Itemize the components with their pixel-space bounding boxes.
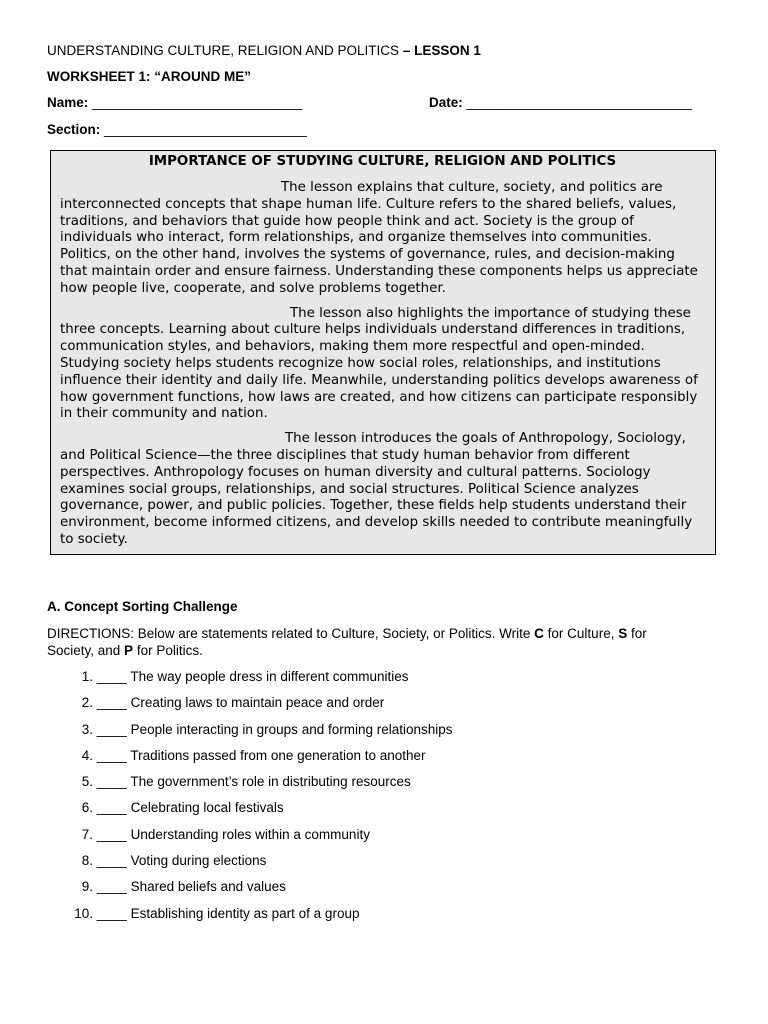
title-lesson: – LESSON 1 bbox=[399, 43, 481, 58]
list-item: 8. ____ Voting during elections bbox=[81, 853, 267, 869]
summary-paragraph: The lesson introduces the goals of Anthropology, Sociology, and Political Science—the three disciplines that study human behavior from different perspectives. Anthropology focuses on human diversity and cultural patterns. Sociology examines social groups, relationships, and social structures. Political Science analyzes governance, power, and public policies. Together, these fields help students understand their environment, become informed citizens, and develop skills needed to contribute meaningfully to society. bbox=[60, 431, 693, 547]
section-blank[interactable]: ___________________________ bbox=[100, 122, 307, 137]
list-item: 9. ____ Shared beliefs and values bbox=[81, 879, 286, 895]
answer-blank[interactable]: ____ bbox=[96, 800, 127, 816]
list-item: 3. ____ People interacting in groups and forming relationships bbox=[81, 721, 453, 737]
directions: DIRECTIONS: Below are statements related to Culture, Society, or Politics. Write C for Culture, S for Society, and P for Politics. bbox=[47, 626, 647, 658]
statement-list bbox=[47, 668, 453, 931]
list-item: 1. ____ The way people dress in different communities bbox=[81, 669, 409, 684]
name-blank[interactable]: ____________________________ bbox=[88, 95, 303, 110]
name-field[interactable] bbox=[47, 95, 302, 110]
summary-paragraph: The lesson explains that culture, society, and politics are interconnected concepts that shape human life. Culture refers to the shared beliefs, values, traditions, and behaviors that guide how people think and act. Society is the group of individuals who interact, form relationships, and organize themselves into communities. Politics, on the other hand, involves the systems of governance, rules, and decision-making that maintain order and ensure fairness. Understanding these components helps us appreciate how people live, cooperate, and solve problems together. bbox=[60, 180, 698, 296]
answer-blank[interactable]: ____ bbox=[96, 774, 127, 790]
worksheet-subtitle: WORKSHEET 1: “AROUND ME” bbox=[47, 69, 252, 84]
answer-blank[interactable]: ____ bbox=[96, 721, 127, 737]
box-title: IMPORTANCE OF STUDYING CULTURE, RELIGION AND POLITICS bbox=[148, 154, 617, 169]
answer-blank[interactable]: ____ bbox=[96, 669, 127, 684]
worksheet-title bbox=[47, 43, 481, 58]
answer-blank[interactable]: ____ bbox=[96, 747, 127, 763]
section-field[interactable] bbox=[47, 122, 307, 137]
list-item: 7. ____ Understanding roles within a community bbox=[81, 826, 370, 842]
answer-blank[interactable]: ____ bbox=[96, 695, 127, 711]
list-item: 2. ____ Creating laws to maintain peace and order bbox=[81, 695, 385, 711]
title-main: UNDERSTANDING CULTURE, RELIGION AND POLITICS bbox=[47, 43, 400, 58]
section-label: Section: bbox=[47, 122, 101, 137]
section-heading: A. Concept Sorting Challenge bbox=[47, 599, 238, 614]
date-label: Date: bbox=[429, 95, 463, 110]
answer-blank[interactable]: ____ bbox=[96, 853, 127, 869]
list-item: 4. ____ Traditions passed from one generation to another bbox=[81, 747, 426, 763]
list-item: 6. ____ Celebrating local festivals bbox=[81, 800, 284, 816]
summary-paragraph: The lesson also highlights the importance of studying these three concepts. Learning about culture helps individuals understand differences in traditions, communication styles, and behaviors, making them more respectful and open-minded. Studying society helps students recognize how social roles, relationships, and institutions influence their identity and daily life. Meanwhile, understanding politics develops awareness of how government functions, how laws are created, and how citizens can participate responsibly in their community and nation. bbox=[60, 305, 698, 422]
answer-blank[interactable]: ____ bbox=[96, 905, 127, 921]
lesson-summary-box bbox=[50, 150, 716, 555]
name-label: Name: bbox=[47, 95, 89, 110]
date-field[interactable] bbox=[429, 95, 692, 110]
answer-blank[interactable]: ____ bbox=[96, 826, 127, 842]
list-item: 10. ____ Establishing identity as part of a group bbox=[74, 905, 360, 921]
answer-blank[interactable]: ____ bbox=[96, 879, 127, 895]
date-blank[interactable]: ______________________________ bbox=[462, 95, 692, 110]
list-item: 5. ____ The government’s role in distributing resources bbox=[81, 774, 411, 790]
